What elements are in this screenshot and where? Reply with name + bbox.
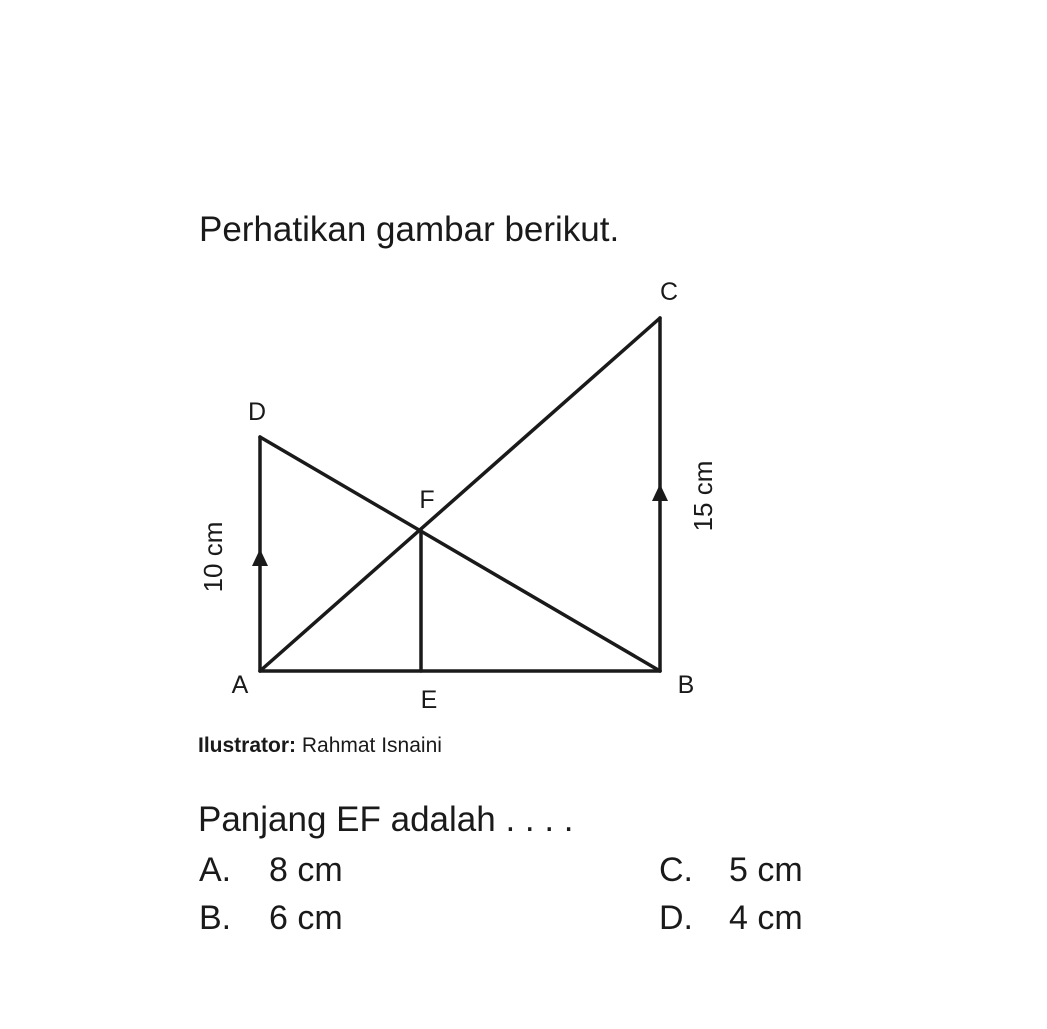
illustrator-credit	[198, 733, 442, 759]
option-text: 8 cm	[269, 851, 343, 889]
point-label-D: D	[247, 398, 267, 426]
credit-name: Rahmat Isnaini	[301, 734, 442, 757]
point-label-F: F	[419, 486, 435, 514]
option-text: 4 cm	[729, 899, 803, 937]
option-letter: D.	[659, 899, 693, 937]
length-label-BC: 15 cm	[688, 460, 718, 532]
parallel-arrow-AD	[252, 549, 268, 566]
option-letter: A.	[199, 851, 232, 889]
point-label-A: A	[231, 671, 249, 699]
option-letter: C.	[659, 851, 693, 889]
parallel-arrow-BC	[652, 484, 668, 501]
option-b[interactable]	[199, 898, 343, 938]
credit-label: Ilustrator:	[198, 734, 297, 757]
point-label-B: B	[677, 671, 695, 699]
point-label-E: E	[420, 686, 438, 714]
question-text: Panjang EF adalah . . . .	[198, 800, 574, 839]
intro-text: Perhatikan gambar berikut.	[199, 210, 620, 249]
point-label-C: C	[659, 278, 679, 306]
option-text: 5 cm	[729, 851, 803, 889]
option-text: 6 cm	[269, 899, 343, 937]
segment-AC	[260, 318, 660, 671]
option-d[interactable]	[659, 898, 803, 938]
option-letter: B.	[199, 899, 232, 937]
segment-DB	[260, 437, 660, 671]
length-label-AD: 10 cm	[198, 521, 228, 593]
option-c[interactable]	[659, 850, 803, 890]
option-a[interactable]	[199, 850, 343, 890]
